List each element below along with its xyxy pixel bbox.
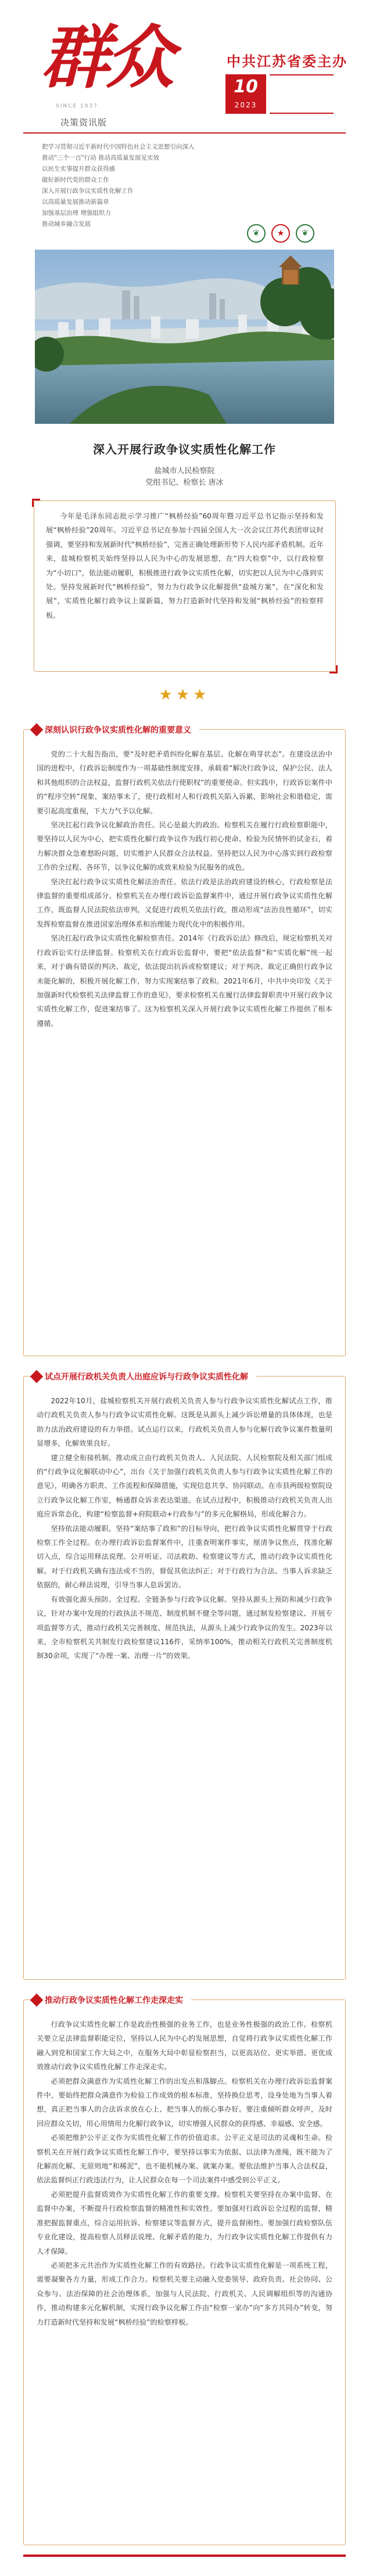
magazine-logo: 群众 bbox=[41, 17, 171, 98]
section-body bbox=[24, 1377, 345, 1673]
toc-item[interactable]: 加强基层治理 增强组织力 bbox=[42, 210, 111, 217]
section-2 bbox=[23, 1372, 346, 1980]
star-divider: ★★★ bbox=[159, 686, 210, 704]
article-title: 深入开展行政争议实质性化解工作 bbox=[93, 442, 276, 456]
paragraph: 必须把提升监督质效作为实质性化解工作的重要支撑。检察机关要坚持在办案中监督、在监督中办案，不断提升行政检察监督的精准性和实效性。要加强对行政诉讼全过程的监督，精准把握监督重点，综合运用抗诉、检察建议等监督方式，提升监督刚性。要加强行政检察队伍专业化建设，提高检察人员释法说理、化解矛盾的能力，为行政争议实质性化解工作提供有力人才保障。 bbox=[37, 2190, 332, 2256]
toc-item[interactable]: 以高质量发展推动新篇章 bbox=[42, 199, 109, 206]
section-heading bbox=[32, 1992, 191, 2008]
corner-ornament bbox=[32, 499, 40, 507]
section-body bbox=[24, 730, 345, 1040]
since-label: SINCE 1937 bbox=[56, 103, 98, 109]
hero-photo bbox=[35, 250, 334, 424]
masthead-rule bbox=[23, 132, 346, 134]
paragraph: 有效强化源头预防。全过程、全链条参与行政争议化解。坚持从源头上预防和减少行政争议，针对办案中发现的行政执法不规范、制度机制不健全等问题，通过制发检察建议、开展专项监督等方式，推动行政机关完善制度、规范执法，从源头上减少行政争议的发生。2023年以来，全市检察机关共制发行政检察建议116件，采纳率100%，推动相关行政机关完善制度机制30余项，实现了“办理一案、治理一片”的效果。 bbox=[37, 1595, 332, 1660]
section-heading-label: 推动行政争议实质性化解工作走深走实 bbox=[45, 1996, 183, 2005]
diamond-icon bbox=[30, 1370, 44, 1384]
city-lake-photo bbox=[35, 250, 334, 424]
paragraph: 必须把维护公平正义作为实质性化解工作的价值追求。公平正义是司法的灵魂和生命。检察机关在开展行政争议实质性化解工作中，要坚持以事实为依据、以法律为准绳，既不能为了化解而化解、无原则地“和稀泥”，也不能机械办案、就案办案。要依法维护当事人合法权益，依法监督纠正行政违法行为，让人民群众在每一个司法案件中感受到公平正义。 bbox=[37, 2134, 332, 2185]
edition-label: 决策资讯版 bbox=[60, 117, 108, 128]
paragraph: 党的二十大报告指出，要“及时把矛盾纠纷化解在基层、化解在萌芽状态”。在建设法治中国的进程中，行政诉讼制度作为一项基础性制度安排，承载着“解决行政争议，保护公民、法人和其他组织的合法权益，监督行政机关依法行使职权”的重要使命。但实践中，行政诉讼案件中的“程序空转”现象，案结事未了，使行政相对人和行政机关陷入诉累，影响社会和谐稳定，需要引起高度重视，下大力气予以化解。 bbox=[37, 750, 332, 815]
diamond-icon bbox=[30, 723, 44, 737]
toc-item[interactable]: 推动"三个一百"行动 推动高质量发展见实效 bbox=[42, 154, 159, 161]
lead-paragraph: 今年是毛泽东同志批示学习推广“枫桥经验”60周年暨习近平总书记指示坚持和发展“枫桥经验”20周年。习近平总书记在参加十四届全国人大一次会议江苏代表团审议时强调，要坚持和发展新时代“枫桥经验”，完善正确处理新形势下人民内部矛盾机制。近年来，盐城检察机关始终坚持以人民为中心的发展思想，在“四大检察”中，以行政检察为“小切口”，依法能动履职，积极推进行政争议实质性化解，切实把以人民为中心落到实处。坚持发展新时代“枫桥经验”，努力为行政争议化解提供“盐城方案”，在“深化和发展”，实质性化解行政争议上谋新篇，努力打造新时代坚持和发展“枫桥经验”的检察样板。 bbox=[46, 512, 324, 619]
leaf-icon: ❦ bbox=[247, 224, 266, 243]
star-icon: ★ bbox=[271, 224, 290, 243]
footer-rule bbox=[23, 2555, 346, 2557]
section-heading bbox=[32, 1368, 256, 1385]
author-org: 盐城市人民检察院 bbox=[154, 467, 215, 475]
paragraph: 坚决扛起行政争议实质性化解法治责任。依法行政是法治政府建设的核心，行政检察是法律监督的重要组成部分。检察机关在办理行政诉讼监督案件中，通过开展行政争议实质性化解工作，既监督人民法院依法审判，又促进行政机关依法行政，推动形成“法治良性循环”，切实发挥检察监督在推进国家治理体系和治理能力现代化中的积极作用。 bbox=[37, 877, 332, 928]
publisher-label: 中共江苏省委主办 bbox=[227, 53, 347, 70]
toc-item[interactable]: 做好新时代党的群众工作 bbox=[42, 176, 109, 183]
paragraph: 建立健全衔接机制。推动成立由行政机关负责人、人民法院、人民检察院及相关部门组成的“行政争议化解联动中心”，出台《关于加强行政机关负责人参与行政争议实质性化解工作的意见》，明确各方职责、工作流程和保障措施，实现信息共享、协同联动。在市县两级检察院设立行政争议化解工作室，畅通群众诉求表达渠道。在试点过程中，积极推动行政机关负责人出庭应诉常态化，构建“检察监督+府院联动+行政参与”的多元化解格局，形成化解合力。 bbox=[37, 1453, 332, 1519]
leaf-icon: ❦ bbox=[296, 224, 314, 243]
masthead bbox=[0, 0, 369, 244]
issue-number: 10 bbox=[234, 77, 258, 97]
issue-box bbox=[225, 74, 266, 114]
section-body bbox=[24, 2000, 345, 2339]
toc-item[interactable]: 深入开展行政争议实质性化解工作 bbox=[42, 188, 134, 194]
toc-item[interactable]: 以民生实事提升群众获得感 bbox=[42, 165, 115, 172]
paragraph: 行政争议实质性化解工作是政治性极强的业务工作，也是业务性极强的政治工作。检察机关要立足法律监督职能定位，坚持以人民为中心的发展思想，自觉将行政争议实质性化解工作融入到党和国家工作大局之中，在服务大局中彰显检察担当，以更高站位、更实举措、更优成效推动行政争议实质性化解工作走深走实。 bbox=[37, 2020, 332, 2071]
section-heading bbox=[32, 722, 199, 738]
paragraph: 2022年10月，盐城检察机关开展行政机关负责人参与行政争议实质性化解试点工作，推动行政机关负责人参与行政争议实质性化解。这既是从源头上减少诉讼增量的具体体现，也是助力法治政府建设的有力举措。试点运行以来，行政机关负责人参与化解行政争议案件数量明显增多，化解效果良好。 bbox=[37, 1397, 332, 1448]
corner-ornament bbox=[329, 665, 338, 673]
toc-item[interactable]: 把学习贯彻习近平新时代中国特色社会主义思想引向深入 bbox=[42, 143, 195, 150]
diamond-icon bbox=[30, 1994, 44, 2007]
table-of-contents bbox=[42, 142, 239, 230]
paragraph: 坚决扛起行政争议化解政治责任。民心是最大的政治。检察机关在履行行政检察职能中，要坚持以人民为中心，把实质性化解行政争议作为践行初心使命、检验为民情怀的试金石，着力解决群众急难愁盼问题，切实维护人民群众合法权益。坚持把以人民为中心落实到行政检察工作的全过程、各环节，以争议化解的成效来检验为民服务的成色。 bbox=[37, 821, 332, 872]
author-name: 党组书记、检察长 唐冰 bbox=[145, 478, 224, 487]
section-heading-label: 试点开展行政机关负责人出庭应诉与行政争议实质性化解 bbox=[45, 1372, 248, 1382]
paragraph: 坚决扛起行政争议实质性化解检察责任。2014年《行政诉讼法》修改后，规定检察机关对行政诉讼实行法律监督。检察机关在行政诉讼监督中，要把“依法监督”和“实质化解”统一起来，对于确有错误的判决、裁定，依法提出抗诉或检察建议；对于判决、裁定正确但行政争议未能化解的，积极开展化解工作，努力实现案结事了政和。2021年6月，中共中央印发《关于加强新时代检察机关法律监督工作的意见》，要求检察机关在履行法律监督职责中开展行政争议实质性化解工作，促进案结事了。这为检察机关深入开展行政争议实质性化解工作提供了根本遵循。 bbox=[37, 934, 332, 1028]
toc-item[interactable]: 推动城乡融合发展 bbox=[42, 221, 91, 228]
paragraph: 坚持依法能动履职。坚持“案结事了政和”的目标导向，把行政争议实质性化解贯穿于行政检察工作全过程。在办理行政诉讼监督案件中，注重查明案件事实，厘清争议焦点，找准化解切入点，综合运用释法说理、公开听证、司法救助、检察建议等方式，推动行政争议实质性化解。对于行政机关确有违法或不当的，督促其依法纠正；对于行政行为合法、当事人诉求缺乏依据的，耐心释法说理，引导当事人息诉罢访。 bbox=[37, 1524, 332, 1590]
section-3 bbox=[23, 1996, 346, 2545]
badge-row bbox=[247, 224, 314, 243]
issue-strip bbox=[270, 74, 334, 114]
section-1 bbox=[23, 726, 346, 1356]
paragraph: 必须把多元共治作为实质性化解工作的有效路径。行政争议实质性化解是一项系统工程，需要凝聚各方力量，形成工作合力。检察机关要主动融入党委领导、政府负责、社会协同、公众参与、法治保障的社会治理体系，加强与人民法院、行政机关、人民调解组织等的沟通协作，推动构建多元化解机制，实现行政争议化解工作由“检察一家办”向“多方共同办”转变，努力打造新时代坚持和发展“枫桥经验”的检察样板。 bbox=[37, 2261, 332, 2326]
issue-year: 2023 bbox=[234, 101, 257, 109]
lead-box bbox=[34, 500, 336, 672]
section-heading-label: 深刻认识行政争议实质性化解的重要意义 bbox=[45, 726, 191, 735]
paragraph: 必须把群众满意作为实质性化解工作的出发点和落脚点。检察机关在办理行政诉讼监督案件中，要始终把群众满意作为检验工作成效的根本标准，坚持换位思考，设身处地为当事人着想，真正把当事人的合法诉求放在心上、把当事人的烦心事办好。要注重倾听群众呼声，及时回应群众关切，用心用情用力化解行政争议，切实增强人民群众的获得感、幸福感、安全感。 bbox=[37, 2077, 332, 2128]
